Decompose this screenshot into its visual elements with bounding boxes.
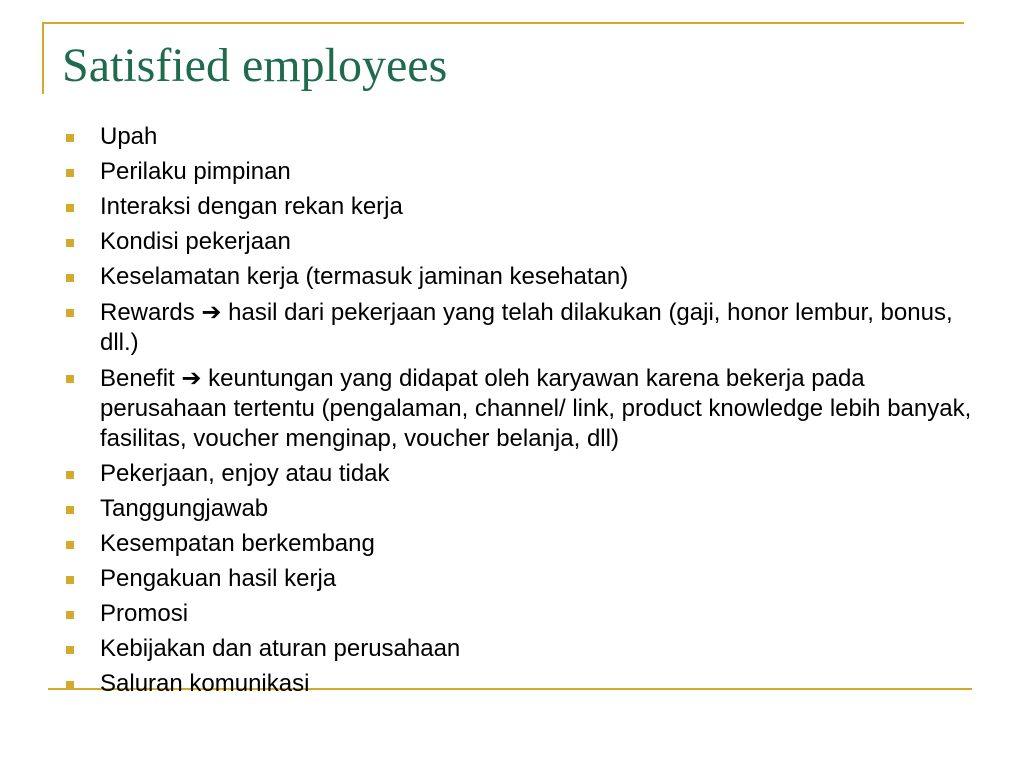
bullet-text: Perilaku pimpinan — [100, 158, 291, 185]
list-item — [62, 363, 972, 454]
square-bullet-icon — [66, 471, 74, 479]
bullet-text: Pengakuan hasil kerja — [100, 565, 337, 592]
bullet-text: Keselamatan kerja (termasuk jaminan kesehatan) — [100, 263, 629, 290]
list-item — [62, 634, 972, 664]
frame-top-line — [42, 22, 964, 24]
right-arrow-icon: ➔ — [181, 364, 202, 392]
square-bullet-icon — [66, 169, 74, 177]
square-bullet-icon — [66, 506, 74, 514]
square-bullet-icon — [66, 541, 74, 549]
right-arrow-icon: ➔ — [201, 298, 222, 326]
square-bullet-icon — [66, 646, 74, 654]
bullet-text: hasil dari pekerjaan yang telah dilakukan (gaji, honor lembur, bonus, dll.) — [100, 299, 953, 356]
list-item — [62, 122, 972, 152]
bullet-text: Pekerjaan, enjoy atau tidak — [100, 460, 390, 487]
bullet-lead: Benefit — [100, 365, 175, 392]
square-bullet-icon — [66, 576, 74, 584]
square-bullet-icon — [66, 274, 74, 282]
bullet-text: Saluran komunikasi — [100, 670, 310, 697]
bullet-text: Kebijakan dan aturan perusahaan — [100, 635, 461, 662]
slide-title: Satisfied employees — [62, 39, 448, 92]
list-item — [62, 192, 972, 222]
bullet-text: keuntungan yang didapat oleh karyawan karena bekerja pada perusahaan tertentu (pengalaman, channel/ link, product knowledge lebih banyak, fasilitas, voucher menginap, voucher belanja, dll) — [100, 365, 972, 452]
list-item — [62, 564, 972, 594]
bullet-text: Upah — [100, 123, 158, 150]
bullet-text: Promosi — [100, 600, 189, 627]
square-bullet-icon — [66, 375, 74, 383]
list-item — [62, 599, 972, 629]
frame-left-line — [42, 22, 44, 94]
square-bullet-icon — [66, 204, 74, 212]
square-bullet-icon — [66, 134, 74, 142]
list-item — [62, 669, 972, 699]
square-bullet-icon — [66, 309, 74, 317]
list-item — [62, 157, 972, 187]
list-item — [62, 227, 972, 257]
bullet-text: Tanggungjawab — [100, 495, 269, 522]
square-bullet-icon — [66, 239, 74, 247]
square-bullet-icon — [66, 681, 74, 689]
list-item — [62, 262, 972, 292]
bullet-list — [62, 122, 972, 704]
bullet-text: Kesempatan berkembang — [100, 530, 375, 557]
bullet-text: Kondisi pekerjaan — [100, 228, 291, 255]
list-item — [62, 494, 972, 524]
bullet-text: Interaksi dengan rekan kerja — [100, 193, 403, 220]
square-bullet-icon — [66, 611, 74, 619]
list-item — [62, 529, 972, 559]
list-item — [62, 297, 972, 358]
list-item — [62, 459, 972, 489]
bullet-lead: Rewards — [100, 299, 195, 326]
